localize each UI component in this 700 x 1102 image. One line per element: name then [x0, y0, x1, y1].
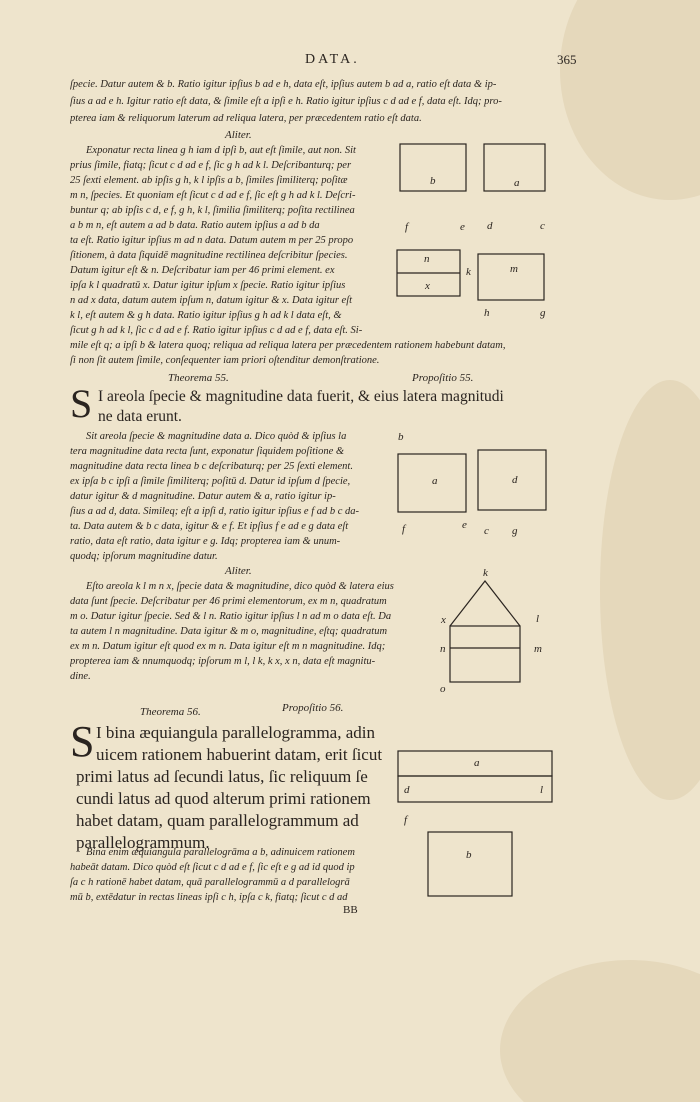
text-line: ſicut g h ad k l, ſic c d ad e f. Ratio igitur ipſius c d ad e f, data eſt. Si-	[70, 325, 363, 336]
text-line: a b m n, eſt autem a ad b data. Ratio autem ipſius a ad b da	[70, 220, 320, 231]
figure-label: c	[540, 220, 545, 232]
statement-line: uicem rationem habuerint datam, erit ſicut	[96, 745, 383, 764]
figure-label: m	[510, 263, 518, 275]
figure-label: a	[514, 177, 520, 189]
text-line: ſius a ad e h. Igitur ratio eſt data, & ſimile eſt a ipſi e h. Ratio igitur ipſius c d ad e f, data eſt. Idq; pro-	[70, 96, 502, 107]
section-heading: Aliter.	[225, 565, 252, 577]
text-line: buntur q; ab ipſis c d, e f, g h, k l, ſimilia ſimiliterq; poſita rectilinea	[70, 205, 355, 216]
statement-line: I bina æquiangula parallelogramma, adin	[96, 723, 375, 742]
figure-label: e	[460, 221, 465, 233]
text-line: habeāt datam. Dico quòd eſt ſicut c d ad e f, ſic eſt e g ad id quod ip	[70, 862, 355, 873]
figure-label: m	[534, 643, 542, 655]
text-line: dine.	[70, 671, 91, 682]
text-line: n ad x data, datum autem ipſum n, datum igitur & x. Data igitur eſt	[70, 295, 353, 306]
text-line: Exponatur recta linea g h iam d ipſi b, aut eſt ſimile, aut non. Sit	[86, 145, 356, 156]
statement-line: I areola ſpecie & magnitudine data fuerit, & eius latera magnitudi	[98, 388, 504, 405]
text-line: m o. Datur igitur ſpecie. Sed & l n. Ratio igitur ipſius l n ad m o data eſt. Da	[70, 611, 392, 622]
figure-label: l	[536, 613, 540, 625]
figure-5-strip-d	[398, 776, 552, 802]
text-line: ratio, data eſt ratio, data igitur e g. Idq; propterea iam & unum-	[70, 536, 341, 547]
figure-label: n	[440, 643, 446, 655]
figure-label: l	[540, 784, 544, 796]
text-line: ta autem l n magnitudine. Data igitur & m o, magnitudine, eſtq; quadratum	[70, 626, 388, 637]
text-line: m n, ſpecies. Et quoniam eſt ſicut c d ad e f, ſic eſt g h ad k l. Deſcri-	[70, 190, 356, 201]
text-line: magnitudine data recta linea b c deſcribaturq; per 25 ſexti element.	[70, 461, 353, 472]
figure-label: h	[484, 307, 490, 319]
text-line: k l, eſt autem & g h data. Ratio igitur ipſius g h ad k l data eſt, &	[70, 310, 342, 321]
figure-label: b	[430, 175, 436, 187]
text-line: ſpecie. Datur autem & b. Ratio igitur ipſius b ad e h, data eſt, ipſius autem b ad a, ratio eſt data & ip-	[70, 79, 497, 90]
text-line: pterea iam & reliquorum laterum ad reliqua latera, per præcedentem ratio eſt data.	[70, 113, 422, 124]
figure-label: d	[404, 784, 410, 796]
figure-label: g	[540, 307, 546, 319]
figure-4-roof	[450, 581, 520, 626]
figure-label: a	[432, 475, 438, 487]
text-line: Datum igitur eſt & n. Deſcribatur iam per 46 primi element. ex	[70, 265, 335, 276]
figure-label: n	[424, 253, 430, 265]
figure-label: x	[425, 280, 430, 292]
text-line: ex m n. Datum igitur eſt quod ex m n. Data igitur eſt m n magnitudine. Idq;	[70, 641, 386, 652]
text-line: ſitionem, à data ſiquidē magnitudine rectilinea deſcribitur ſpecies.	[70, 250, 348, 261]
figure-label: b	[398, 431, 404, 443]
signature-mark: BB	[343, 904, 358, 916]
drop-cap: S	[70, 717, 95, 766]
text-line: ſa c h rationē habet datam, quā parallelogrammū a d parallelogrā	[70, 877, 350, 888]
text-line: ſi non ſit autem ſimile, conſequenter iam priori oſtenditur demonſtratione.	[70, 355, 380, 366]
figure-label: f	[404, 814, 408, 826]
running-head-title: DATA.	[305, 52, 360, 67]
figure-label: d	[512, 474, 518, 486]
text-line: ta eſt. Ratio igitur ipſius m ad n data. Datum autem m per 25 propo	[70, 235, 354, 246]
figure-label: o	[440, 683, 446, 695]
figure-label: f	[402, 523, 406, 535]
figure-label: c	[484, 525, 489, 537]
proposition-label: Propoſitio 56.	[282, 702, 344, 714]
text-line: ipſa k l quadratū x. Datur igitur ipſum x ſpecie. Ratio igitur ipſius	[70, 280, 346, 291]
figure-label: a	[474, 757, 480, 769]
statement-line: parallelogrammum.	[76, 833, 210, 852]
figure-label: e	[462, 519, 467, 531]
figure-label: k	[483, 567, 488, 579]
theorem-label: Theorema 55.	[168, 372, 229, 384]
figure-4-body	[450, 626, 520, 682]
statement-line: cundi latus ad quod alterum primi rationem	[76, 789, 371, 808]
figure-label: d	[487, 220, 493, 232]
figure-label: b	[466, 849, 472, 861]
text-line: prius ſimile, fiatq; ſicut c d ad e f, ſic g h ad k l. Deſcribanturq; per	[70, 160, 352, 171]
statement-line: primi latus ad ſecundi latus, ſic reliquum ſe	[76, 767, 368, 786]
text-line: ex ipſa b c ipſi a ſimile ſimiliterq; poſitū d. Datur id ipſum d ſpecie,	[70, 476, 351, 487]
text-line: Bina enim æquiangula parallelogrāma a b, adinuicem rationem	[86, 847, 355, 858]
section-heading: Aliter.	[225, 129, 252, 141]
text-line: mile eſt q; a ipſi b & latera quoq; reliqua ad reliqua latera per præcedentem rationem habebunt datam,	[70, 340, 506, 351]
drop-cap: S	[70, 381, 93, 426]
text-line: 25 ſexti element. ab ipſis g h, k l ipſis a b, ſimiles ſimiliterq; poſitæ	[70, 175, 348, 186]
text-line: Eſto areola k l m n x, ſpecie data & magnitudine, dico quòd & latera eius	[86, 581, 394, 592]
text-line: tera magnitudine data recta ſunt, exponatur ſiquidem poſitione &	[70, 446, 345, 457]
text-line: mū b, extēdatur in rectas lineas ipſi c h, ipſa c k, fiatq; ſicut c d ad	[70, 892, 348, 903]
figure-2-rect-m	[478, 254, 544, 300]
text-line: datur igitur & d magnitudine. Datur autem & a, ratio igitur ip-	[70, 491, 336, 502]
text-line: Sit areola ſpecie & magnitudine data a. Dico quòd & ipſius la	[86, 431, 347, 442]
text-line: data ſunt ſpecie. Deſcribatur per 46 primi elementorum, ex m n, quadratum	[70, 596, 387, 607]
statement-line: ne data erunt.	[98, 408, 182, 425]
theorem-label: Theorema 56.	[140, 706, 201, 718]
figure-5-rect-b	[428, 832, 512, 896]
statement-line: habet datam, quam parallelogrammum ad	[76, 811, 359, 830]
figure-label: g	[512, 525, 518, 537]
text-line: ſius a ad d, data. Simileq; eſt a ipſi d, ratio igitur ipſius e f ad b c da-	[70, 506, 360, 517]
text-line: quodq; ipſorum magnitudine datur.	[70, 551, 218, 562]
figure-group	[397, 144, 552, 896]
page-number: 365	[557, 52, 577, 67]
figure-label: x	[441, 614, 446, 626]
proposition-label: Propoſitio 55.	[412, 372, 474, 384]
figure-label: k	[466, 266, 471, 278]
figure-label: f	[405, 221, 409, 233]
text-line: ta. Data autem & b c data, igitur & e f. Et ipſius f e ad e g data eſt	[70, 521, 349, 532]
text-line: propterea iam & nnumquodq; ipſorum m l, l k, k x, x n, data eſt magnitu-	[70, 656, 376, 667]
